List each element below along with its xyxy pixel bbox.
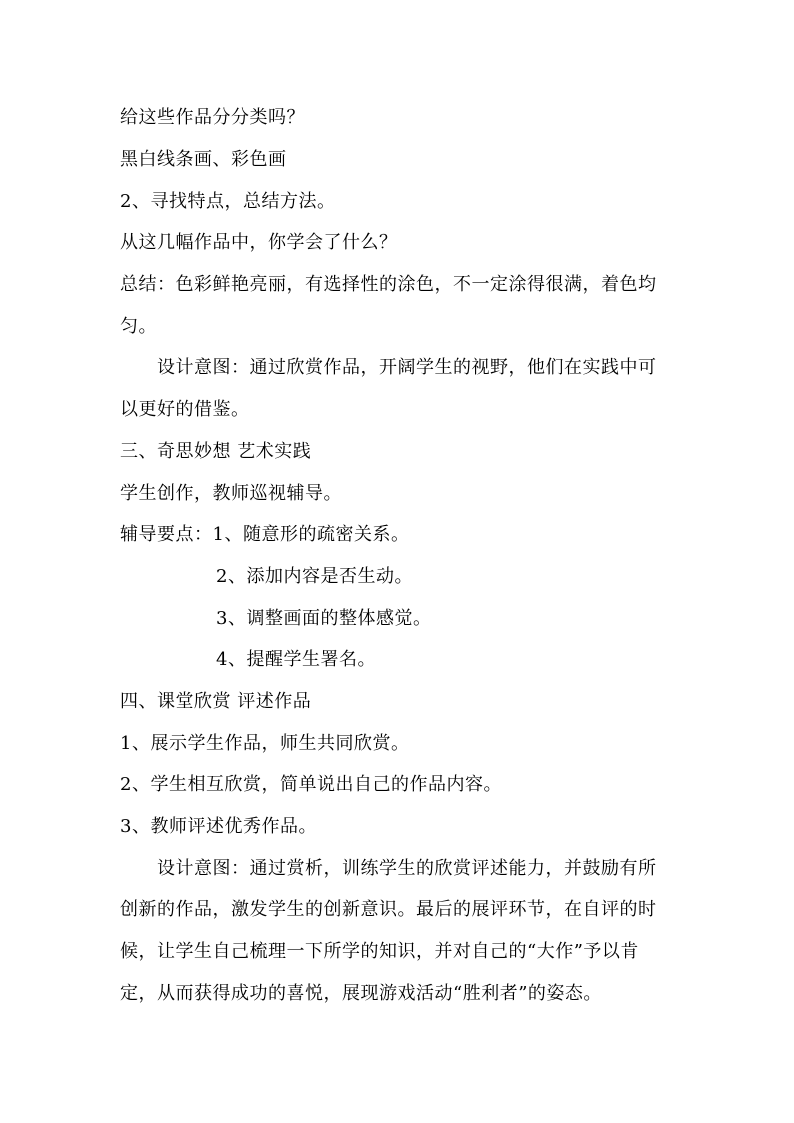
text-line: 定，从而获得成功的喜悦，展现游戏活动“胜利者”的姿态。 (120, 983, 602, 1004)
section-heading: 三、奇思妙想 艺术实践 (120, 441, 312, 462)
text-line: 候，让学生自己梳理一下所学的知识，并对自己的“大作”予以肯 (120, 941, 639, 962)
text-line: 匀。 (120, 316, 157, 337)
text-line: 1、展示学生作品，师生共同欣赏。 (120, 733, 410, 754)
text-line: 3、教师评述优秀作品。 (120, 816, 317, 837)
text-line: 辅导要点：1、随意形的疏密关系。 (120, 524, 410, 545)
text-line: 给这些作品分分类吗？ (120, 107, 305, 128)
text-line: 黑白线条画、彩色画 (120, 149, 287, 170)
text-line: 设计意图：通过赏析，训练学生的欣赏评述能力，并鼓励有所 (157, 858, 657, 879)
text-line: 2、添加内容是否生动。 (216, 566, 413, 587)
text-line: 创新的作品，激发学生的创新意识。最后的展评环节，在自评的时 (120, 899, 657, 920)
section-heading: 四、课堂欣赏 评述作品 (120, 691, 312, 712)
text-line: 学生创作，教师巡视辅导。 (120, 483, 342, 504)
text-line: 总结：色彩鲜艳亮丽，有选择性的涂色，不一定涂得很满，着色均 (120, 274, 657, 295)
text-line: 3、调整画面的整体感觉。 (216, 608, 432, 629)
text-line: 2、寻找特点，总结方法。 (120, 191, 336, 212)
text-line: 4、提醒学生署名。 (216, 649, 376, 670)
text-line: 从这几幅作品中，你学会了什么？ (120, 232, 398, 253)
text-line: 2、学生相互欣赏，简单说出自己的作品内容。 (120, 774, 502, 795)
text-line: 设计意图：通过欣赏作品，开阔学生的视野，他们在实践中可 (157, 357, 657, 378)
text-line: 以更好的借鉴。 (120, 399, 250, 420)
